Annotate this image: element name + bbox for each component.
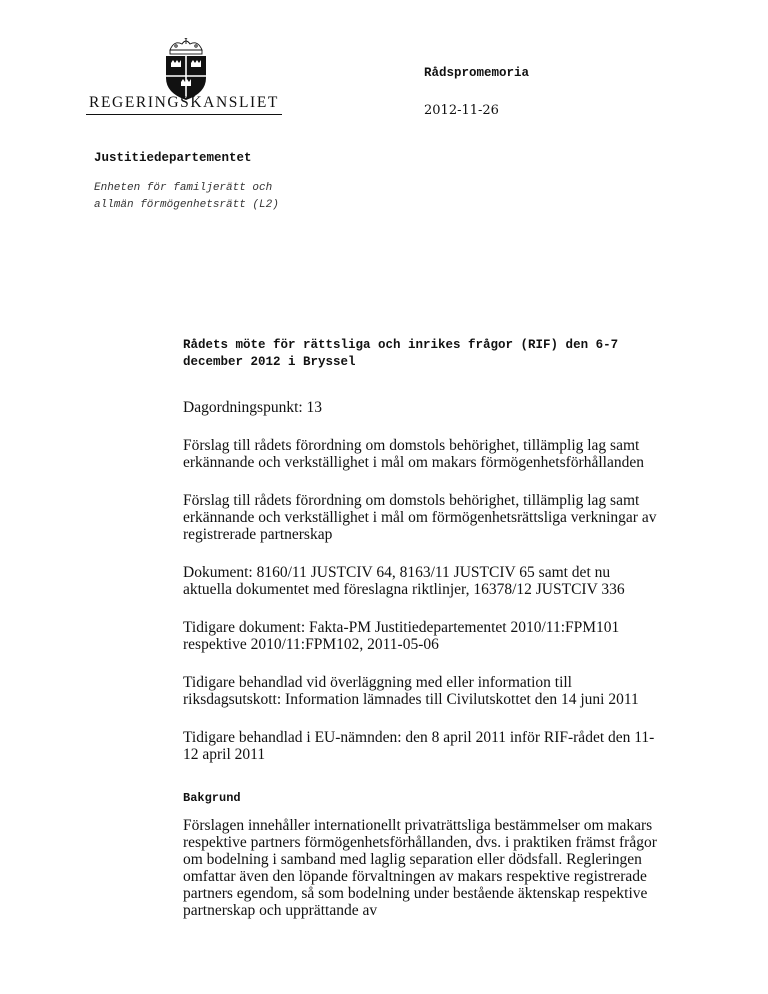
previous-documents: Tidigare dokument: Fakta-PM Justitiedepartementet 2010/11:FPM101 respektive 2010/11:FPM102, 2011-05-06 <box>183 619 620 653</box>
proposal-marital-property: Förslag till rådets förordning om domstols behörighet, tillämplig lag samt erkännande och verkställighet i mål om makars förmögenhetsförhållanden <box>183 437 644 471</box>
memo-body <box>183 337 663 940</box>
documents-reference: Dokument: 8160/11 JUSTCIV 64, 8163/11 JUSTCIV 65 samt det nu aktuella dokumentet med föreslagna riktlinjer, 16378/12 JUSTCIV 336 <box>183 564 625 598</box>
previous-committee-information: Tidigare behandlad vid överläggning med eller information till riksdagsutskott: Information lämnades till Civilutskottet den 14 juni 2011 <box>183 674 639 708</box>
page-title: Rådets möte för rättsliga och inrikes frågor (RIF) den 6-7 december 2012 i Bryssel <box>183 338 619 369</box>
department-name: Justitiedepartementet <box>94 151 252 165</box>
agenda-item: Dagordningspunkt: 13 <box>183 399 323 416</box>
logo-divider <box>86 114 282 115</box>
previous-eu-committee: Tidigare behandlad i EU-nämnden: den 8 april 2011 inför RIF-rådet den 11-12 april 2011 <box>183 729 655 763</box>
document-type: Rådspromemoria <box>424 66 530 80</box>
proposal-registered-partnerships: Förslag till rådets förordning om domstols behörighet, tillämplig lag samt erkännande och verkställighet i mål om förmögenhetsrättsliga verkningar av registrerade partnerskap <box>183 492 657 543</box>
unit-name: Enheten för familjerätt och allmän förmögenhetsrätt (L2) <box>94 182 279 211</box>
section-heading-background: Bakgrund <box>183 791 241 805</box>
document-date: 2012-11-26 <box>424 103 499 118</box>
organization-name: REGERINGSKANSLIET <box>89 94 279 111</box>
background-text: Förslagen innehåller internationellt privaträttsliga bestämmelser om makars respektive partners förmögenhetsförhållanden, dvs. i praktiken främst frågor om bodelning i samband med laglig separation eller dödsfall. Regleringen omfattar även den löpande förvaltningen av makars respektive registrerade partners egendom, så som bodelning under bestående äktenskap respektive partnerskap och upprättande av <box>183 817 657 919</box>
